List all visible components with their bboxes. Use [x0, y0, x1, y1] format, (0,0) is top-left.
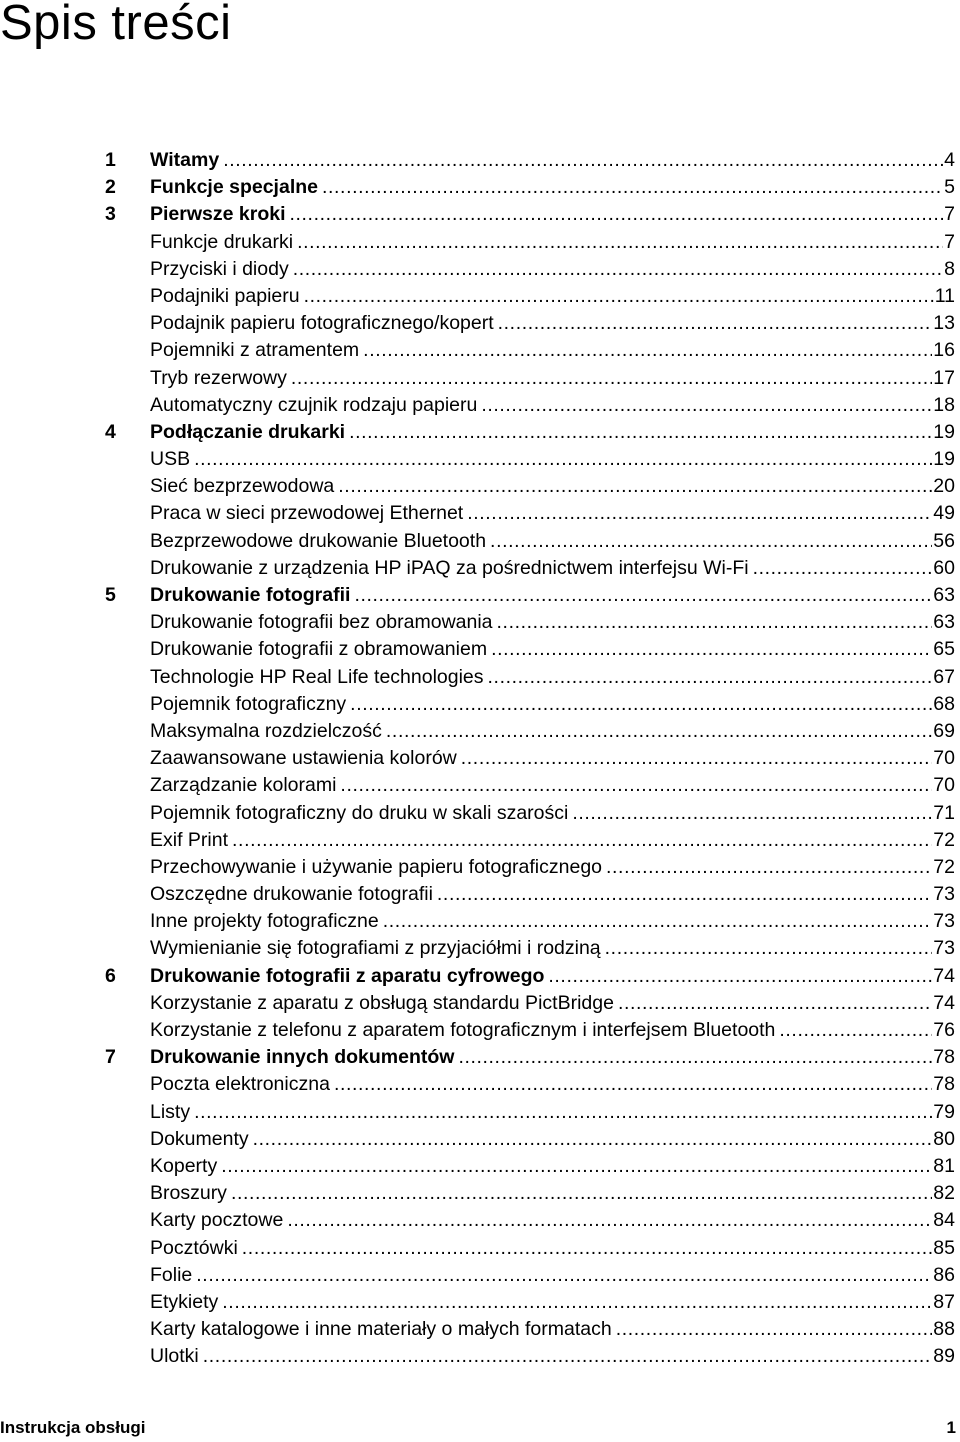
toc-entry-page-number[interactable]: 84	[933, 1209, 955, 1232]
toc-dot-leader	[222, 1289, 932, 1316]
toc-entry-title[interactable]: Funkcje specjalne	[150, 176, 318, 199]
toc-entry-title[interactable]: Karty katalogowe i inne materiały o małych formatach	[150, 1318, 612, 1341]
toc-entry-page-number[interactable]: 71	[933, 801, 955, 824]
toc-entry-title[interactable]: Pojemnik fotograficzny	[150, 692, 347, 715]
toc-entry-page-number[interactable]: 68	[933, 692, 955, 715]
toc-section-entry[interactable]	[105, 1316, 955, 1343]
toc-section-entry[interactable]	[105, 990, 955, 1017]
toc-section-entry[interactable]	[105, 691, 955, 718]
toc-dot-leader	[605, 935, 933, 962]
toc-chapter-entry[interactable]	[105, 582, 955, 609]
toc-section-entry[interactable]	[105, 310, 955, 337]
toc-entry-title[interactable]: Podajniki papieru	[150, 284, 300, 307]
toc-entry-page-number[interactable]: 87	[933, 1290, 955, 1313]
toc-entry-page-number[interactable]: 7	[944, 203, 955, 226]
page-title: Spis treści	[0, 0, 232, 50]
toc-entry-title[interactable]: Podłączanie drukarki	[150, 420, 346, 443]
toc-entry-title[interactable]: Automatyczny czujnik rodzaju papieru	[150, 393, 478, 416]
toc-entry-number: 7	[105, 1046, 116, 1069]
toc-entry-title[interactable]: Broszury	[150, 1182, 227, 1205]
toc-entry-title[interactable]: Drukowanie fotografii z aparatu cyfrowego	[150, 964, 545, 987]
toc-entry-page-number[interactable]: 19	[933, 420, 955, 443]
toc-entry-title[interactable]: Pocztówki	[150, 1236, 238, 1259]
toc-entry-page-number[interactable]: 70	[933, 774, 955, 797]
toc-dot-leader	[293, 256, 943, 283]
toc-dot-leader	[297, 229, 943, 256]
table-of-contents	[105, 147, 955, 1370]
toc-entry-title[interactable]: Tryb rezerwowy	[150, 366, 287, 389]
toc-dot-leader	[467, 500, 932, 527]
toc-entry-title[interactable]: Exif Print	[150, 828, 229, 851]
toc-dot-leader	[349, 419, 932, 446]
toc-section-entry[interactable]	[105, 473, 955, 500]
toc-entry-page-number[interactable]: 69	[933, 719, 955, 742]
toc-dot-leader	[194, 446, 932, 473]
toc-section-entry[interactable]	[105, 800, 955, 827]
toc-section-entry[interactable]	[105, 392, 955, 419]
toc-entry-title[interactable]: Poczta elektroniczna	[150, 1073, 330, 1096]
toc-section-entry[interactable]	[105, 827, 955, 854]
toc-entry-page-number[interactable]: 81	[933, 1154, 955, 1177]
toc-entry-page-number[interactable]: 18	[933, 393, 955, 416]
footer-document-title: Instrukcja obsługi	[0, 1418, 146, 1437]
toc-dot-leader	[253, 1126, 933, 1153]
toc-entry-title[interactable]: Praca w sieci przewodowej Ethernet	[150, 502, 464, 525]
toc-entry-title[interactable]: Zarządzanie kolorami	[150, 774, 337, 797]
toc-section-entry[interactable]	[105, 229, 955, 256]
toc-entry-page-number[interactable]: 78	[933, 1073, 955, 1096]
toc-entry-page-number[interactable]: 73	[933, 937, 955, 960]
toc-dot-leader	[231, 1180, 932, 1207]
toc-entry-page-number[interactable]: 17	[933, 366, 955, 389]
toc-section-entry[interactable]	[105, 1207, 955, 1234]
page-footer	[0, 1418, 960, 1438]
toc-dot-leader	[490, 528, 932, 555]
toc-entry-title[interactable]: Drukowanie innych dokumentów	[150, 1046, 455, 1069]
toc-entry-page-number[interactable]: 72	[933, 828, 955, 851]
toc-dot-leader	[437, 881, 932, 908]
toc-entry-title[interactable]: Technologie HP Real Life technologies	[150, 665, 484, 688]
toc-entry-page-number[interactable]: 20	[933, 475, 955, 498]
toc-entry-page-number[interactable]: 78	[933, 1046, 955, 1069]
toc-entry-page-number[interactable]: 11	[934, 284, 955, 307]
toc-section-entry[interactable]	[105, 1071, 955, 1098]
toc-entry-page-number[interactable]: 79	[933, 1100, 955, 1123]
toc-dot-leader	[242, 1235, 933, 1262]
toc-entry-page-number[interactable]: 4	[944, 149, 955, 171]
toc-section-entry[interactable]	[105, 555, 955, 582]
toc-entry-page-number[interactable]: 76	[933, 1019, 955, 1041]
toc-dot-leader	[232, 827, 932, 854]
toc-entry-page-number[interactable]: 63	[933, 611, 955, 634]
toc-entry-title[interactable]: Drukowanie fotografii	[150, 584, 351, 606]
toc-section-entry[interactable]	[105, 256, 955, 283]
toc-section-entry[interactable]	[105, 1126, 955, 1153]
toc-entry-page-number[interactable]: 8	[944, 257, 955, 280]
toc-section-entry[interactable]	[105, 283, 955, 310]
toc-section-entry[interactable]	[105, 881, 955, 908]
toc-chapter-entry[interactable]	[105, 147, 955, 174]
toc-entry-page-number[interactable]: 16	[933, 339, 955, 362]
toc-section-entry[interactable]	[105, 1289, 955, 1316]
toc-dot-leader	[383, 908, 933, 935]
toc-entry-title[interactable]: Ulotki	[150, 1345, 199, 1368]
toc-dot-leader	[194, 1099, 932, 1126]
toc-dot-leader	[386, 718, 932, 745]
toc-entry-title[interactable]: Witamy	[150, 149, 220, 171]
toc-dot-leader	[354, 582, 932, 609]
toc-entry-page-number[interactable]: 65	[933, 638, 955, 661]
toc-dot-leader	[340, 772, 932, 799]
toc-dot-leader	[221, 1153, 932, 1180]
toc-section-entry[interactable]	[105, 1099, 955, 1126]
toc-entry-number: 6	[105, 964, 116, 987]
toc-entry-number: 3	[105, 203, 116, 226]
toc-chapter-entry[interactable]	[105, 419, 955, 446]
toc-entry-page-number[interactable]: 73	[933, 883, 955, 906]
toc-section-entry[interactable]	[105, 1235, 955, 1262]
toc-entry-title[interactable]: Oszczędne drukowanie fotografii	[150, 883, 433, 906]
toc-entry-title[interactable]: Wymienianie się fotografiami z przyjaciółmi i rodziną	[150, 937, 601, 960]
toc-dot-leader	[572, 800, 932, 827]
toc-section-entry[interactable]	[105, 935, 955, 962]
toc-dot-leader	[458, 1044, 932, 1071]
toc-entry-page-number[interactable]: 70	[933, 747, 955, 770]
toc-dot-leader	[548, 963, 932, 990]
toc-entry-page-number[interactable]: 63	[933, 584, 955, 606]
toc-entry-title[interactable]: Drukowanie fotografii z obramowaniem	[150, 638, 488, 661]
toc-section-entry[interactable]	[105, 1343, 955, 1370]
toc-entry-title[interactable]: Karty pocztowe	[150, 1209, 284, 1232]
toc-entry-title[interactable]: Pierwsze kroki	[150, 203, 286, 226]
toc-entry-title[interactable]: Etykiety	[150, 1290, 219, 1313]
toc-dot-leader	[616, 1316, 933, 1343]
toc-dot-leader	[290, 201, 944, 228]
toc-entry-page-number[interactable]: 88	[933, 1318, 955, 1341]
toc-entry-title[interactable]: Listy	[150, 1100, 191, 1123]
toc-chapter-entry[interactable]	[105, 1044, 955, 1071]
toc-section-entry[interactable]	[105, 609, 955, 636]
toc-entry-page-number[interactable]: 7	[944, 230, 955, 253]
toc-dot-leader	[334, 1071, 932, 1098]
toc-entry-page-number[interactable]: 86	[933, 1263, 955, 1286]
toc-section-entry[interactable]	[105, 908, 955, 935]
toc-entry-title[interactable]: Sieć bezprzewodowa	[150, 475, 335, 498]
toc-entry-title[interactable]: Podajnik papieru fotograficznego/kopert	[150, 312, 494, 335]
toc-entry-title[interactable]: Folie	[150, 1263, 193, 1286]
toc-dot-leader	[606, 854, 932, 881]
toc-entry-title[interactable]: Pojemniki z atramentem	[150, 339, 360, 362]
toc-section-entry[interactable]	[105, 636, 955, 663]
toc-dot-leader	[203, 1343, 933, 1370]
toc-section-entry[interactable]	[105, 446, 955, 473]
toc-chapter-entry[interactable]	[105, 174, 955, 201]
toc-section-entry[interactable]	[105, 1262, 955, 1289]
toc-entry-title[interactable]: Przyciski i diody	[150, 257, 289, 280]
toc-entry-page-number[interactable]: 80	[933, 1127, 955, 1150]
toc-dot-leader	[291, 365, 932, 392]
toc-entry-number: 5	[105, 584, 116, 606]
toc-entry-page-number[interactable]: 19	[933, 448, 955, 471]
toc-entry-number: 2	[105, 176, 116, 199]
toc-dot-leader	[223, 147, 943, 174]
toc-section-entry[interactable]	[105, 745, 955, 772]
toc-section-entry[interactable]	[105, 528, 955, 555]
toc-dot-leader	[491, 636, 932, 663]
toc-section-entry[interactable]	[105, 365, 955, 392]
toc-entry-title[interactable]: Korzystanie z aparatu z obsługą standardu PictBridge	[150, 991, 614, 1014]
toc-entry-page-number[interactable]: 74	[933, 964, 955, 987]
toc-entry-page-number[interactable]: 13	[933, 312, 955, 335]
toc-section-entry[interactable]	[105, 1153, 955, 1180]
toc-section-entry[interactable]	[105, 1017, 955, 1044]
toc-entry-page-number[interactable]: 60	[933, 556, 955, 579]
toc-dot-leader	[350, 691, 932, 718]
toc-dot-leader	[779, 1017, 932, 1044]
toc-section-entry[interactable]	[105, 664, 955, 691]
toc-entry-title[interactable]: Przechowywanie i używanie papieru fotograficznego	[150, 855, 603, 878]
toc-section-entry[interactable]	[105, 500, 955, 527]
toc-dot-leader	[753, 555, 933, 582]
toc-section-entry[interactable]	[105, 718, 955, 745]
toc-entry-title[interactable]: Korzystanie z telefonu z aparatem fotograficznym i interfejsem Bluetooth	[150, 1019, 776, 1041]
toc-dot-leader	[481, 392, 932, 419]
toc-dot-leader	[338, 473, 932, 500]
toc-entry-title[interactable]: Drukowanie fotografii bez obramowania	[150, 611, 493, 634]
toc-entry-page-number[interactable]: 56	[933, 529, 955, 552]
toc-dot-leader	[196, 1262, 932, 1289]
toc-entry-title[interactable]: Pojemnik fotograficzny do druku w skali szarości	[150, 801, 569, 824]
toc-entry-page-number[interactable]: 67	[933, 665, 955, 688]
toc-entry-page-number[interactable]: 5	[944, 176, 955, 199]
toc-entry-title[interactable]: Dokumenty	[150, 1127, 249, 1150]
toc-dot-leader	[497, 609, 933, 636]
footer-page-number: 1	[946, 1418, 956, 1437]
toc-entry-title[interactable]: Zaawansowane ustawienia kolorów	[150, 747, 457, 770]
toc-section-entry[interactable]	[105, 1180, 955, 1207]
toc-dot-leader	[461, 745, 933, 772]
toc-dot-leader	[498, 310, 933, 337]
toc-section-entry[interactable]	[105, 772, 955, 799]
toc-dot-leader	[488, 664, 933, 691]
toc-entry-page-number[interactable]: 73	[933, 910, 955, 933]
toc-dot-leader	[618, 990, 932, 1017]
toc-entry-page-number[interactable]: 82	[933, 1182, 955, 1205]
toc-section-entry[interactable]	[105, 854, 955, 881]
toc-entry-title[interactable]: Koperty	[150, 1154, 218, 1177]
toc-entry-title[interactable]: Maksymalna rozdzielczość	[150, 719, 382, 742]
toc-entry-number: 4	[105, 420, 116, 443]
toc-dot-leader	[363, 337, 932, 364]
toc-chapter-entry[interactable]	[105, 963, 955, 990]
toc-dot-leader	[304, 283, 934, 310]
toc-entry-page-number[interactable]: 85	[933, 1236, 955, 1259]
toc-dot-leader	[322, 174, 943, 201]
toc-entry-title[interactable]: USB	[150, 448, 191, 471]
toc-chapter-entry[interactable]	[105, 201, 955, 228]
toc-entry-page-number[interactable]: 89	[933, 1345, 955, 1368]
toc-entry-page-number[interactable]: 72	[933, 855, 955, 878]
toc-entry-title[interactable]: Inne projekty fotograficzne	[150, 910, 379, 933]
toc-entry-number: 1	[105, 149, 116, 171]
toc-entry-page-number[interactable]: 49	[933, 502, 955, 525]
toc-dot-leader	[287, 1207, 932, 1234]
toc-entry-title[interactable]: Drukowanie z urządzenia HP iPAQ za pośrednictwem interfejsu Wi-Fi	[150, 556, 749, 579]
toc-section-entry[interactable]	[105, 337, 955, 364]
toc-entry-title[interactable]: Funkcje drukarki	[150, 230, 294, 253]
toc-entry-title[interactable]: Bezprzewodowe drukowanie Bluetooth	[150, 529, 487, 552]
toc-entry-page-number[interactable]: 74	[933, 991, 955, 1014]
